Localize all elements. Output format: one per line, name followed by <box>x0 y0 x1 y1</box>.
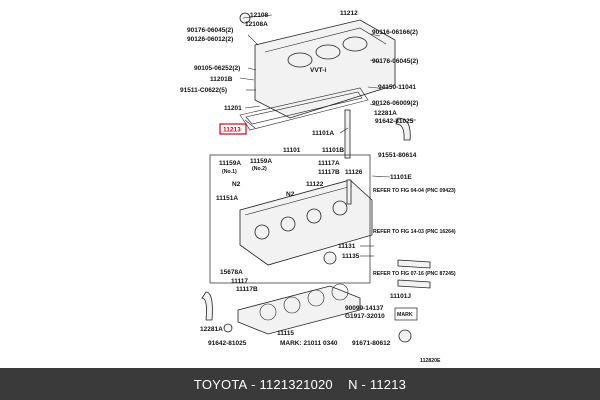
reference-number: 11213 <box>369 376 407 392</box>
part-number: 1121321020 <box>259 376 333 392</box>
label-90105-06252: 90105-06252(2) <box>194 65 241 72</box>
label-11159a-2: 11159A <box>250 158 273 165</box>
brand-name: TOYOTA <box>193 376 248 392</box>
label-11201: 11201 <box>224 105 242 112</box>
label-refer-fig-07-16: REFER TO FIG 07-16 (PNC 87245) <box>373 271 456 277</box>
label-90126-06009: 90126-06009(2) <box>372 100 419 107</box>
plug <box>324 252 336 264</box>
label-90176-06045-b: 90176-06045(2) <box>372 58 419 65</box>
label-12108a: 12108A <box>245 21 268 28</box>
label-90126-06012: 90126-06012(2) <box>187 36 234 43</box>
label-12108: 12108 <box>250 12 269 19</box>
label-11151a: 11151A <box>216 195 239 202</box>
label-11101a: 11101A <box>312 130 335 137</box>
label-11117: 11117 <box>231 278 248 285</box>
label-11101b: 11101B <box>322 147 345 154</box>
label-90099-14137: 90099-14137 <box>345 305 384 312</box>
label-n2-a: N2 <box>232 181 241 188</box>
label-91671-80612: 91671-80612 <box>352 340 391 347</box>
label-11126: 11126 <box>345 169 363 176</box>
label-refer-fig-14-03: REFER TO FIG 14-03 (PNC 16264) <box>373 229 456 235</box>
label-11159a: 11159A <box>219 160 242 167</box>
label-mark: MARK <box>397 312 413 318</box>
label-11117a: 11117A <box>318 160 340 167</box>
spark-plug-tube <box>347 180 351 204</box>
caption-separator-2: N - <box>332 376 370 392</box>
label-91511-c0622: 91511-C0622(5) <box>180 87 227 94</box>
label-no2: (No.2) <box>252 166 267 172</box>
label-mark-21011: MARK: 21011 0340 <box>280 340 338 347</box>
label-11122: 11122 <box>306 181 324 188</box>
head-bolt <box>345 110 350 158</box>
label-n2-b: N2 <box>286 191 295 198</box>
label-11201b: 11201B <box>210 76 233 83</box>
label-11117b: 11117B <box>318 169 340 176</box>
label-90176-06045: 90176-06045(2) <box>187 27 234 34</box>
label-11101j: 11101J <box>390 293 411 300</box>
label-11213-highlighted: 11213 <box>223 126 241 134</box>
label-11117b-2: 11117B <box>236 286 258 293</box>
label-91551-80614: 91551-80614 <box>378 152 417 159</box>
breather-hose <box>202 292 212 320</box>
label-12281a-2: 12281A <box>200 326 223 333</box>
drain-cock <box>399 330 411 342</box>
label-11101: 11101 <box>283 147 301 154</box>
gasket-ring <box>224 324 232 332</box>
label-90116-06166: 90116-06166(2) <box>372 29 418 36</box>
label-15678a: 15678A <box>220 269 243 276</box>
label-94150-11041: 94150-11041 <box>378 84 416 91</box>
label-11101e: 11101E <box>390 174 412 181</box>
label-refer-fig-04-04: REFER TO FIG 04-04 (PNC 09423) <box>373 188 456 194</box>
label-11135: 11135 <box>342 253 360 260</box>
label-diagram-code: 112820E <box>420 358 441 364</box>
water-pipe <box>398 280 430 288</box>
label-11131: 11131 <box>338 243 356 250</box>
label-91642-81025: 91642-81025 <box>375 118 414 125</box>
part-caption-bar <box>0 368 600 400</box>
label-11212: 11212 <box>340 10 358 17</box>
bypass-pipe <box>398 260 430 268</box>
label-g1917-32010: G1917-32010 <box>345 313 385 320</box>
label-11115: 11115 <box>277 330 294 337</box>
label-12281a: 12281A <box>374 110 397 117</box>
vvti-emblem: VVT-i <box>310 67 327 74</box>
label-no1: (No.1) <box>222 169 237 175</box>
label-91642-81025-b: 91642-81025 <box>208 340 247 347</box>
caption-separator: - <box>247 376 260 392</box>
